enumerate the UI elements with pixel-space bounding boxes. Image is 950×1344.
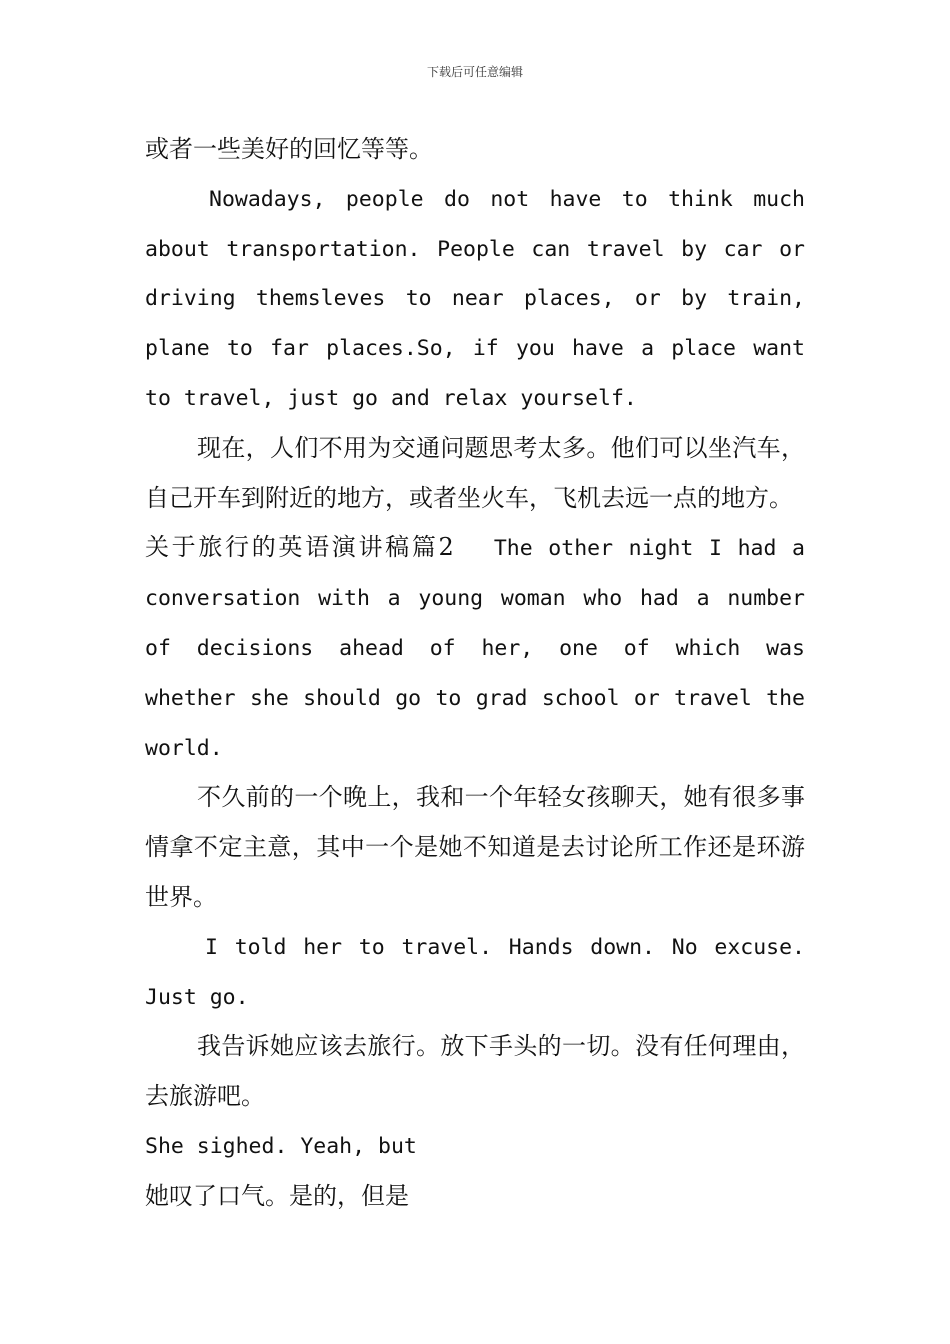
paragraph-conversation-en: The other night I had a conversation with a young woman who had a number of decisions ahead of her, one of which was whether she should go to grad school or travel the world. xyxy=(145,536,805,761)
paragraph-told-her-zh: 我告诉她应该去旅行。放下手头的一切。没有任何理由，去旅游吧。 xyxy=(145,1032,805,1111)
paragraph-memories: 或者一些美好的回忆等等。 xyxy=(145,135,433,163)
paragraph-transportation-en: Nowadays, people do not have to think much about transportation. People can travel by car or driving themsleves to near places, or by train, plane to far places.So, if you have a place want to travel, just go and relax yourself. xyxy=(145,186,805,411)
paragraph-transportation-zh: 现在，人们不用为交通问题思考太多。他们可以坐汽车，自己开车到附近的地方，或者坐火车，飞机去远一点的地方。 xyxy=(145,433,805,512)
section-heading: 关于旅行的英语演讲稿篇2 xyxy=(145,533,454,562)
page-header: 下载后可任意编辑 xyxy=(426,65,523,79)
paragraph-conversation-zh: 不久前的一个晚上，我和一个年轻女孩聊天，她有很多事情拿不定主意，其中一个是她不知道是去讨论所工作还是环游世界。 xyxy=(145,783,805,911)
paragraph-told-her-en: I told her to travel. Hands down. No excuse. Just go. xyxy=(145,934,805,1010)
paragraph-speech-2 xyxy=(145,523,805,773)
paragraph-sighed-en: She sighed. Yeah, but xyxy=(145,1133,417,1159)
paragraph-sighed-zh: 她叹了口气。是的，但是 xyxy=(145,1181,409,1210)
document-body xyxy=(145,125,805,1222)
